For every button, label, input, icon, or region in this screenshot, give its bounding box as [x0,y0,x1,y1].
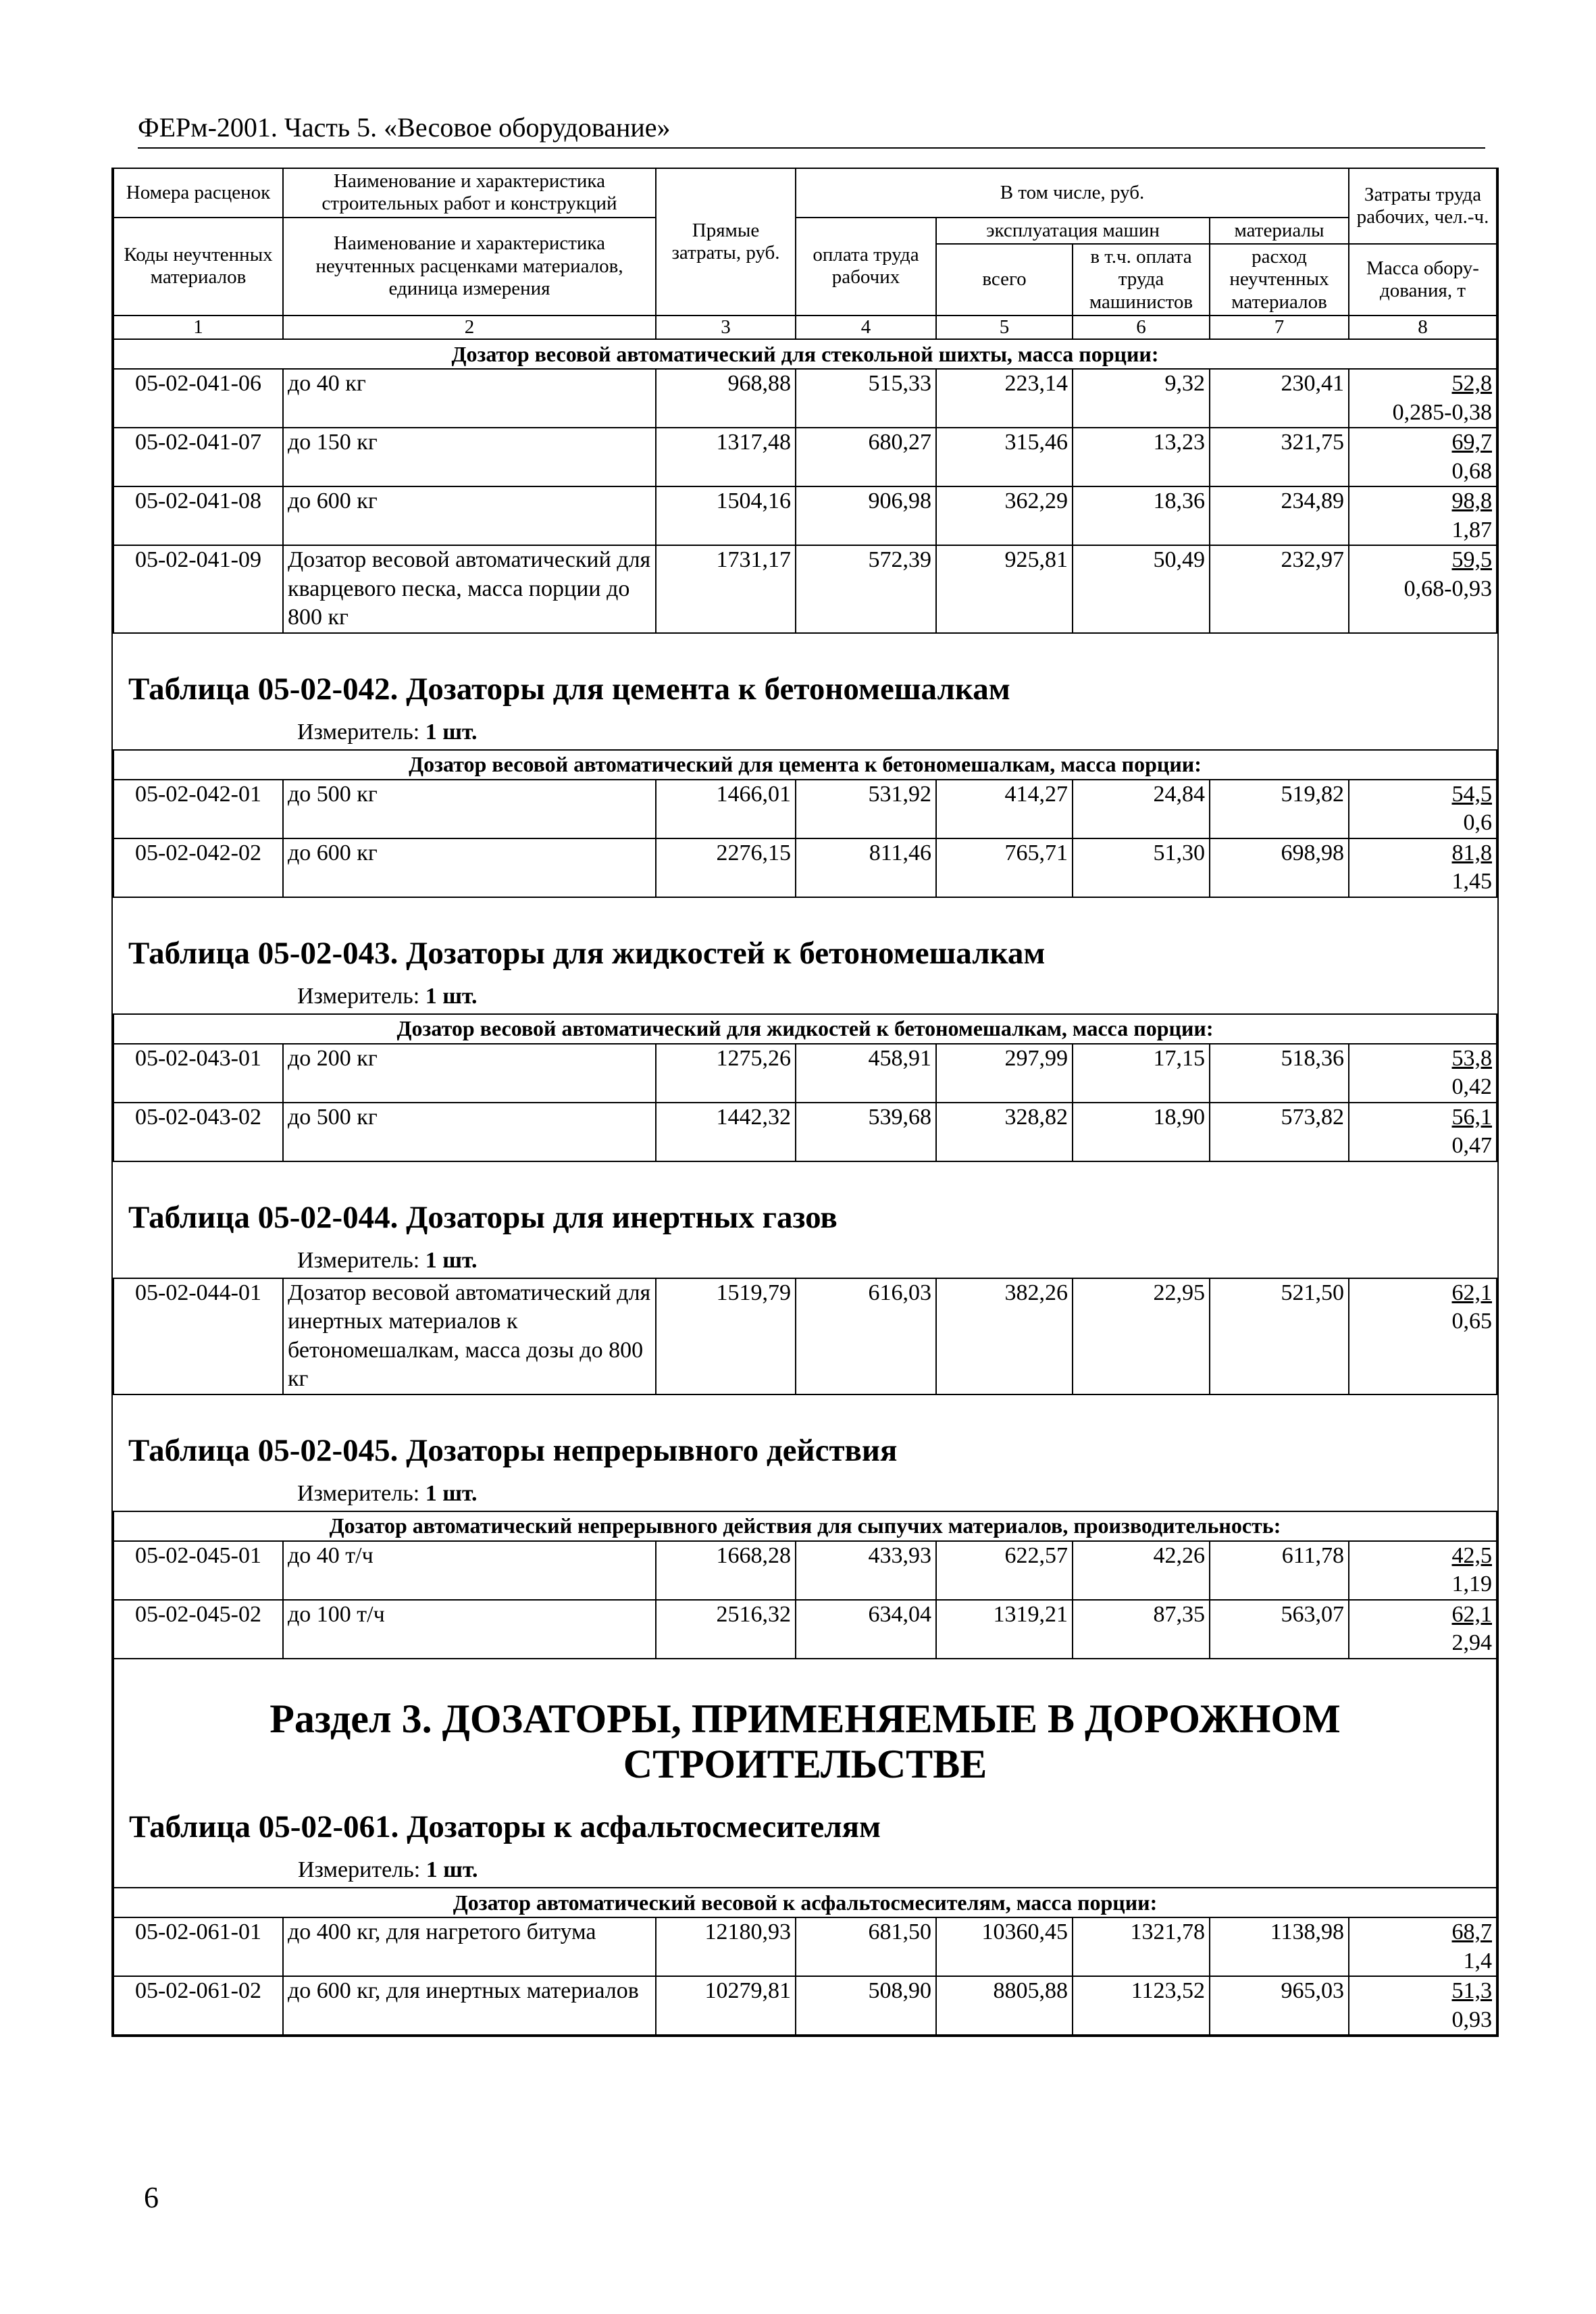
machines-all: 297,99 [936,1044,1073,1103]
worker-pay: 811,46 [796,838,936,897]
rate-code: 05-02-061-02 [113,1976,283,2035]
machines-all: 10360,45 [936,1917,1073,1976]
group-heading: Дозатор весовой автоматический для стекольной шихты, масса порции: [113,339,1497,369]
materials: 521,50 [1210,1278,1349,1394]
materials: 611,78 [1210,1541,1349,1600]
materials: 698,98 [1210,838,1349,897]
machines-all: 414,27 [936,780,1073,838]
rate-code: 05-02-042-02 [113,838,283,897]
machinists-pay: 24,84 [1073,780,1210,838]
rate-code: 05-02-041-08 [113,486,283,545]
equipment-mass: 0,65 [1451,1309,1492,1334]
labor-mass [1349,838,1497,897]
direct-costs: 10279,81 [656,1976,796,2035]
equipment-mass: 0,68 [1451,458,1492,484]
table-042 [113,633,1497,897]
rate-name: до 400 кг, для нагретого битума [283,1917,656,1976]
table-header [113,168,1497,339]
meter-value: 1 шт. [425,719,478,745]
table-row [113,1044,1497,1103]
machinists-pay: 22,95 [1073,1278,1210,1394]
rates-table [113,168,1497,2036]
machines-all: 8805,88 [936,1976,1073,2035]
materials: 230,41 [1210,369,1349,428]
machines-all: 765,71 [936,838,1073,897]
table-title: Таблица 05-02-043. Дозаторы для жидкостей к бетономешалкам [128,935,1046,971]
direct-costs: 1442,32 [656,1103,796,1161]
section-3-heading [113,1659,1497,1888]
direct-costs: 968,88 [656,369,796,428]
rate-code: 05-02-042-01 [113,780,283,838]
meter-value: 1 шт. [425,1480,478,1506]
rate-name: Дозатор весовой автоматический для инертных материалов к бетономешалкам, масса дозы до 800 кг [283,1278,656,1394]
table-row [113,780,1497,838]
labor-mass [1349,1976,1497,2035]
labor-costs: 53,8 [1451,1045,1492,1071]
table-row [113,428,1497,486]
machinists-pay: 42,26 [1073,1541,1210,1600]
direct-costs: 1466,01 [656,780,796,838]
equipment-mass: 1,87 [1451,517,1492,543]
direct-costs: 1731,17 [656,545,796,633]
table-title: Таблица 05-02-061. Дозаторы к асфальтосмесителям [129,1809,881,1845]
rate-name: до 40 кг [283,369,656,428]
worker-pay: 680,27 [796,428,936,486]
col-num-7: 7 [1210,316,1349,339]
table-row [113,1103,1497,1161]
equipment-mass: 0,6 [1463,810,1492,836]
col-num-8: 8 [1349,316,1497,339]
table-row [113,1600,1497,1659]
materials: 234,89 [1210,486,1349,545]
group-heading: Дозатор автоматический весовой к асфальтосмесителям, масса порции: [113,1888,1497,1917]
meter-value: 1 шт. [425,1247,478,1273]
worker-pay: 906,98 [796,486,936,545]
materials: 321,75 [1210,428,1349,486]
col-num-5: 5 [936,316,1073,339]
meter [298,1857,1496,1883]
col-name-top: Наименование и характеристика строительных работ и конструкций [283,168,656,218]
labor-mass [1349,1044,1497,1103]
labor-mass [1349,428,1497,486]
col-labor-costs: Затраты труда рабочих, чел.-ч. [1349,168,1497,244]
rate-name: до 100 т/ч [283,1600,656,1659]
direct-costs: 1317,48 [656,428,796,486]
labor-costs: 98,8 [1451,488,1492,514]
col-including: В том числе, руб. [796,168,1349,218]
labor-mass [1349,1541,1497,1600]
rate-code: 05-02-043-02 [113,1103,283,1161]
equipment-mass: 0,68-0,93 [1404,576,1492,601]
equipment-mass: 0,42 [1451,1074,1492,1100]
labor-costs: 42,5 [1451,1542,1492,1568]
worker-pay: 616,03 [796,1278,936,1394]
table-045-heading [113,1394,1497,1511]
machinists-pay: 50,49 [1073,545,1210,633]
machines-all: 1319,21 [936,1600,1073,1659]
page-header: ФЕРм-2001. Часть 5. «Весовое оборудование» [138,111,1485,149]
labor-mass [1349,369,1497,428]
col-num-1: 1 [113,316,283,339]
document-body [111,168,1499,2037]
direct-costs: 1668,28 [656,1541,796,1600]
machines-all: 925,81 [936,545,1073,633]
machines-all: 328,82 [936,1103,1073,1161]
labor-mass [1349,1278,1497,1394]
materials: 1138,98 [1210,1917,1349,1976]
table-row [113,1278,1497,1394]
machinists-pay: 87,35 [1073,1600,1210,1659]
rate-code: 05-02-044-01 [113,1278,283,1394]
worker-pay: 458,91 [796,1044,936,1103]
table-title: Таблица 05-02-042. Дозаторы для цемента к бетономешалкам [128,671,1010,707]
equipment-mass: 1,4 [1463,1948,1492,1973]
machinists-pay: 9,32 [1073,369,1210,428]
meter [297,984,1497,1009]
rate-code: 05-02-045-02 [113,1600,283,1659]
group-heading: Дозатор автоматический непрерывного действия для сыпучих материалов, производительность: [113,1511,1497,1541]
col-equipment-mass: Масса обору-дования, т [1349,244,1497,316]
group-heading: Дозатор весовой автоматический для жидкостей к бетономешалкам, масса порции: [113,1014,1497,1044]
rate-code: 05-02-041-06 [113,369,283,428]
labor-mass [1349,1103,1497,1161]
machinists-pay: 13,23 [1073,428,1210,486]
machinists-pay: 1321,78 [1073,1917,1210,1976]
section-title-line-1: Раздел 3. ДОЗАТОРЫ, ПРИМЕНЯЕМЫЕ В ДОРОЖНОМ [269,1696,1341,1741]
col-codes-bottom: Коды неучтенных материалов [113,218,283,316]
col-num-2: 2 [283,316,656,339]
rate-code: 05-02-041-07 [113,428,283,486]
col-materials-use: расход неучтенных материалов [1210,244,1349,316]
labor-costs: 54,5 [1451,781,1492,807]
meter-label: Измеритель: [297,983,420,1009]
meter [297,1248,1497,1274]
equipment-mass: 1,45 [1451,869,1492,895]
col-machines-all: всего [936,244,1073,316]
labor-costs: 52,8 [1451,371,1492,397]
machines-all: 382,26 [936,1278,1073,1394]
block-041 [113,339,1497,633]
labor-costs: 62,1 [1451,1601,1492,1627]
labor-costs: 51,3 [1451,1978,1492,2004]
rate-name: до 150 кг [283,428,656,486]
table-044-heading [113,1161,1497,1278]
table-title: Таблица 05-02-045. Дозаторы непрерывного действия [128,1432,898,1468]
labor-mass [1349,1917,1497,1976]
col-machinists-pay: в т.ч. оплата труда машинистов [1073,244,1210,316]
worker-pay: 634,04 [796,1600,936,1659]
rate-code: 05-02-043-01 [113,1044,283,1103]
meter-label: Измеритель: [298,1857,421,1883]
direct-costs: 1275,26 [656,1044,796,1103]
table-row [113,1976,1497,2035]
direct-costs: 1519,79 [656,1278,796,1394]
labor-mass [1349,780,1497,838]
materials: 563,07 [1210,1600,1349,1659]
materials: 232,97 [1210,545,1349,633]
direct-costs: 1504,16 [656,486,796,545]
col-codes-top: Номера расценок [113,168,283,218]
page-number: 6 [144,2181,159,2214]
equipment-mass: 0,47 [1451,1133,1492,1159]
rate-name: до 600 кг, для инертных материалов [283,1976,656,2035]
table-043 [113,897,1497,1161]
meter-label: Измеритель: [297,719,420,745]
col-worker-pay: оплата труда рабочих [796,218,936,316]
rate-code: 05-02-061-01 [113,1917,283,1976]
table-row [113,1541,1497,1600]
materials: 965,03 [1210,1976,1349,2035]
labor-costs: 59,5 [1451,547,1492,573]
equipment-mass: 0,93 [1451,2007,1492,2032]
table-row [113,545,1497,633]
table-043-heading [113,897,1497,1014]
materials: 518,36 [1210,1044,1349,1103]
section-3 [113,1659,1497,2035]
materials: 519,82 [1210,780,1349,838]
rate-name: до 600 кг [283,486,656,545]
machinists-pay: 1123,52 [1073,1976,1210,2035]
direct-costs: 12180,93 [656,1917,796,1976]
direct-costs: 2516,32 [656,1600,796,1659]
col-num-6: 6 [1073,316,1210,339]
meter-label: Измеритель: [297,1247,420,1273]
section-title-line-2: СТРОИТЕЛЬСТВЕ [623,1742,987,1787]
rate-name: до 40 т/ч [283,1541,656,1600]
table-row [113,486,1497,545]
meter-label: Измеритель: [297,1480,420,1506]
rate-name: до 600 кг [283,838,656,897]
table-044 [113,1161,1497,1394]
labor-mass [1349,1600,1497,1659]
labor-costs: 81,8 [1451,840,1492,865]
labor-costs: 68,7 [1451,1919,1492,1945]
direct-costs: 2276,15 [656,838,796,897]
table-row [113,369,1497,428]
equipment-mass: 2,94 [1451,1630,1492,1656]
section-title [114,1659,1496,1794]
rate-name: Дозатор весовой автоматический для кварцевого песка, масса порции до 800 кг [283,545,656,633]
col-direct-costs: Прямые затраты, руб. [656,168,796,316]
group-heading: Дозатор весовой автоматический для цемента к бетономешалкам, масса порции: [113,750,1497,780]
machines-all: 362,29 [936,486,1073,545]
col-num-4: 4 [796,316,936,339]
machinists-pay: 51,30 [1073,838,1210,897]
meter-value: 1 шт. [425,983,478,1009]
col-machines: эксплуатация машин [936,218,1210,244]
worker-pay: 508,90 [796,1976,936,2035]
worker-pay: 515,33 [796,369,936,428]
table-045 [113,1394,1497,1659]
worker-pay: 681,50 [796,1917,936,1976]
worker-pay: 531,92 [796,780,936,838]
materials: 573,82 [1210,1103,1349,1161]
rate-name: до 500 кг [283,780,656,838]
col-name-bottom: Наименование и характеристика неучтенных расценками материалов, единица измерения [283,218,656,316]
equipment-mass: 1,19 [1451,1571,1492,1597]
machines-all: 315,46 [936,428,1073,486]
rate-name: до 200 кг [283,1044,656,1103]
machinists-pay: 17,15 [1073,1044,1210,1103]
machines-all: 223,14 [936,369,1073,428]
worker-pay: 433,93 [796,1541,936,1600]
table-042-heading [113,633,1497,750]
machinists-pay: 18,90 [1073,1103,1210,1161]
rate-name: до 500 кг [283,1103,656,1161]
machinists-pay: 18,36 [1073,486,1210,545]
table-row [113,1917,1497,1976]
col-materials: материалы [1210,218,1349,244]
labor-mass [1349,486,1497,545]
labor-costs: 69,7 [1451,430,1492,455]
rate-code: 05-02-041-09 [113,545,283,633]
rate-code: 05-02-045-01 [113,1541,283,1600]
labor-costs: 56,1 [1451,1104,1492,1130]
labor-mass [1349,545,1497,633]
worker-pay: 539,68 [796,1103,936,1161]
worker-pay: 572,39 [796,545,936,633]
table-061-heading [114,1794,1496,1883]
equipment-mass: 0,285-0,38 [1392,399,1492,425]
meter [297,720,1497,745]
meter-value: 1 шт. [426,1857,478,1883]
col-num-3: 3 [656,316,796,339]
table-title: Таблица 05-02-044. Дозаторы для инертных газов [128,1199,838,1235]
machines-all: 622,57 [936,1541,1073,1600]
labor-costs: 62,1 [1451,1280,1492,1305]
table-row [113,838,1497,897]
meter [297,1481,1497,1507]
